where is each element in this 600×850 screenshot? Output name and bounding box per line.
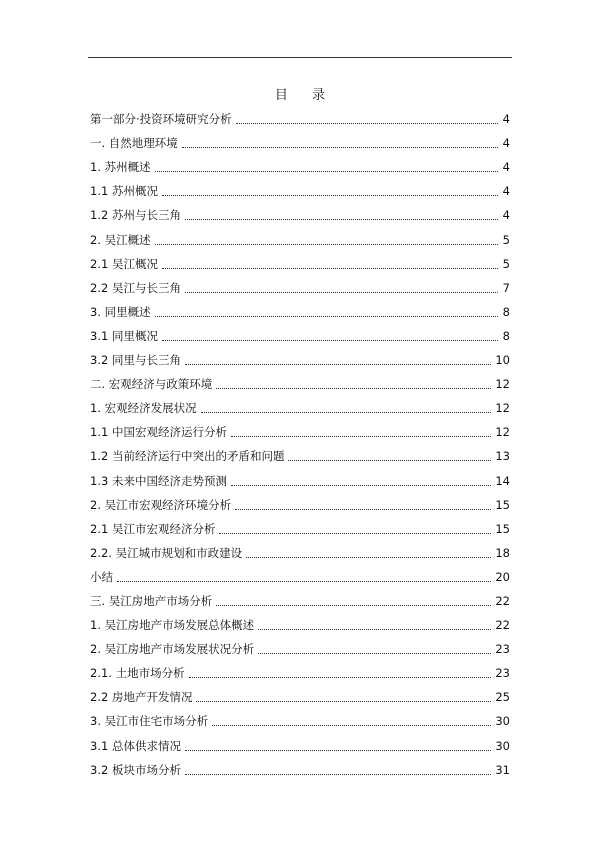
toc-entry[interactable] [90, 513, 514, 537]
toc-entry-page: 7 [502, 280, 510, 295]
dot-leader [155, 171, 498, 172]
dot-leader [212, 725, 491, 726]
toc-entry[interactable] [90, 754, 514, 778]
toc-entry-label: 1. 宏观经济发展状况 [90, 401, 197, 416]
toc-entry-label: 2. 吴江市宏观经济环境分析 [90, 497, 232, 512]
toc-entry-label: 3.1 同里概况 [90, 328, 158, 343]
toc-entry-page: 12 [495, 401, 510, 416]
toc-entry-label: 2.1 吴江概况 [90, 256, 158, 271]
dot-leader [246, 557, 491, 558]
dot-leader [216, 605, 491, 606]
toc-title: 目 录 [274, 88, 336, 103]
dot-leader [219, 533, 491, 534]
toc-entry-label: 1.1 苏州概况 [90, 184, 158, 199]
dot-leader [288, 460, 491, 461]
dot-leader [185, 774, 491, 775]
toc-entry[interactable] [90, 248, 514, 272]
dot-leader [231, 485, 491, 486]
toc-entry[interactable] [90, 440, 514, 464]
toc-entry[interactable] [90, 344, 514, 368]
dot-leader [185, 219, 498, 220]
toc-entry[interactable] [90, 368, 514, 392]
dot-leader [155, 244, 498, 245]
toc-entry-label: 3.2 同里与长三角 [90, 353, 181, 368]
toc-entry-page: 15 [495, 497, 510, 512]
toc-entry-label: 小结 [90, 569, 113, 584]
toc-entry[interactable] [90, 320, 514, 344]
toc-entry[interactable] [90, 175, 514, 199]
toc-entry-page: 5 [502, 232, 510, 247]
toc-entry-page: 4 [502, 112, 510, 127]
toc-entry-page: 20 [495, 569, 510, 584]
toc-entry[interactable] [90, 705, 514, 729]
toc-entry-label: 1.1 中国宏观经济运行分析 [90, 425, 227, 440]
toc-entry[interactable] [90, 464, 514, 488]
toc-entry-label: 3.1 总体供求情况 [90, 738, 181, 753]
toc-entry-label: 1.3 未来中国经济走势预测 [90, 473, 227, 488]
dot-leader [189, 677, 492, 678]
dot-leader [182, 147, 498, 148]
dot-leader [162, 195, 498, 196]
toc-entry-label: 2. 吴江概述 [90, 232, 151, 247]
dot-leader [185, 750, 491, 751]
toc-entry-page: 12 [495, 377, 510, 392]
toc-entry-page: 22 [495, 618, 510, 633]
toc-entry-page: 8 [502, 328, 510, 343]
toc-entry-page: 15 [495, 521, 510, 536]
toc-entry-page: 5 [502, 256, 510, 271]
toc-entry-page: 22 [495, 593, 510, 608]
dot-leader [201, 412, 492, 413]
toc-entry-page: 14 [495, 473, 510, 488]
toc-entry-label: 1. 吴江房地产市场发展总体概述 [90, 618, 255, 633]
toc-entry-label: 1.2 苏州与长三角 [90, 208, 181, 223]
dot-leader [258, 653, 491, 654]
toc-entry-page: 4 [502, 184, 510, 199]
toc-entry[interactable] [90, 272, 514, 296]
toc-entry-page: 18 [495, 545, 510, 560]
toc-list [90, 103, 514, 778]
dot-leader [117, 581, 491, 582]
dot-leader [235, 509, 491, 510]
toc-entry-page: 30 [495, 714, 510, 729]
toc-entry-page: 23 [495, 666, 510, 681]
toc-entry-label: 2.1. 土地市场分析 [90, 666, 185, 681]
toc-entry-page: 25 [495, 690, 510, 705]
toc-entry-page: 30 [495, 738, 510, 753]
toc-entry[interactable] [90, 729, 514, 753]
toc-entry-page: 13 [495, 449, 510, 464]
toc-entry-label: 2.2. 吴江城市规划和市政建设 [90, 545, 243, 560]
toc-entry-page: 4 [502, 136, 510, 151]
toc-entry-label: 三. 吴江房地产市场分析 [90, 593, 213, 608]
toc-entry-label: 2.1 吴江市宏观经济分析 [90, 521, 216, 536]
toc-entry[interactable] [90, 392, 514, 416]
toc-entry-page: 12 [495, 425, 510, 440]
toc-entry-page: 10 [495, 353, 510, 368]
toc-entry[interactable] [90, 151, 514, 175]
toc-entry[interactable] [90, 199, 514, 223]
toc-entry-page: 31 [495, 762, 510, 777]
toc-entry-page: 4 [502, 208, 510, 223]
toc-entry-label: 3. 吴江市住宅市场分析 [90, 714, 209, 729]
dot-leader [185, 292, 498, 293]
dot-leader [196, 701, 491, 702]
toc-entry[interactable] [90, 103, 514, 127]
dot-leader [162, 268, 498, 269]
toc-entry-label: 1. 苏州概述 [90, 160, 151, 175]
dot-leader [162, 340, 498, 341]
toc-entry[interactable] [90, 585, 514, 609]
toc-entry[interactable] [90, 681, 514, 705]
toc-entry-label: 二. 宏观经济与政策环境 [90, 377, 213, 392]
dot-leader [231, 436, 491, 437]
toc-entry-page: 23 [495, 642, 510, 657]
toc-entry[interactable] [90, 537, 514, 561]
toc-entry[interactable] [90, 296, 514, 320]
toc-entry[interactable] [90, 561, 514, 585]
toc-entry[interactable] [90, 657, 514, 681]
toc-entry-label: 2. 吴江房地产市场发展状况分析 [90, 642, 255, 657]
dot-leader [155, 316, 498, 317]
toc-entry-label: 一. 自然地理环境 [90, 136, 178, 151]
dot-leader [216, 388, 491, 389]
header-rule [88, 57, 512, 58]
toc-entry-label: 第一部分·投资环境研究分析 [90, 112, 232, 127]
dot-leader [258, 629, 491, 630]
toc-entry-label: 2.2 吴江与长三角 [90, 280, 181, 295]
toc-entry-label: 3. 同里概述 [90, 304, 151, 319]
toc-entry[interactable] [90, 416, 514, 440]
toc-entry[interactable] [90, 633, 514, 657]
dot-leader [236, 123, 498, 124]
toc-entry[interactable] [90, 489, 514, 513]
dot-leader [185, 364, 491, 365]
toc-entry-page: 8 [502, 304, 510, 319]
toc-entry[interactable] [90, 609, 514, 633]
toc-entry[interactable] [90, 127, 514, 151]
toc-entry-page: 4 [502, 160, 510, 175]
toc-entry-label: 1.2 当前经济运行中突出的矛盾和问题 [90, 449, 285, 464]
toc-entry-label: 2.2 房地产开发情况 [90, 690, 193, 705]
toc-entry[interactable] [90, 223, 514, 247]
toc-entry-label: 3.2 板块市场分析 [90, 762, 181, 777]
